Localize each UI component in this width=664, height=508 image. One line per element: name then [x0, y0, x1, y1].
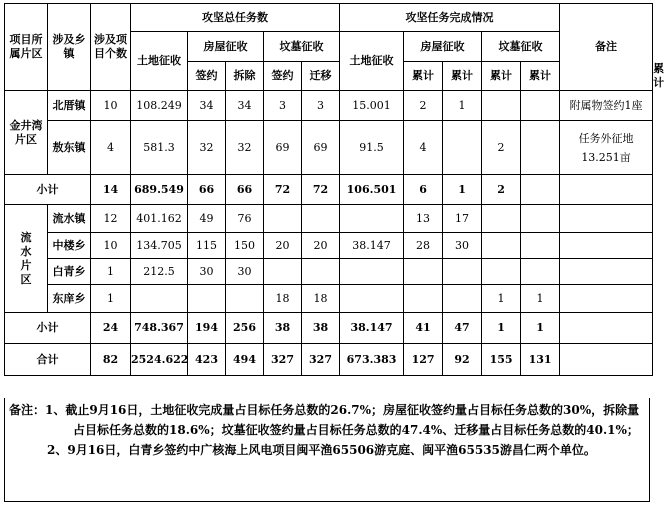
cell-remark	[560, 259, 653, 285]
cell-done-grave-migrate	[521, 259, 560, 285]
cell-grave-migrate	[302, 259, 340, 285]
cell-done-grave-sign	[482, 233, 521, 259]
cell-house-sign: 32	[188, 121, 226, 175]
cell-done-house-sign: 2	[404, 91, 443, 121]
cell-house-sign: 194	[188, 313, 226, 344]
cell-done-grave-sign: 1	[482, 285, 521, 313]
cell-done-land: 38.147	[340, 233, 404, 259]
cell-grave-migrate: 72	[302, 175, 340, 205]
cell-remark: 任务外征地13.251亩	[560, 121, 653, 175]
cell-done-grave-migrate	[521, 175, 560, 205]
cell-house-demolish: 150	[226, 233, 264, 259]
cell-grave-sign: 72	[264, 175, 302, 205]
cell-grave-migrate: 20	[302, 233, 340, 259]
cell-remark	[560, 175, 653, 205]
cell-done-grave-migrate	[521, 205, 560, 233]
table-row	[5, 205, 653, 233]
cell-grave-migrate: 3	[302, 91, 340, 121]
cell-done-house-demolish: 1	[443, 175, 482, 205]
cell-house-demolish: 256	[226, 313, 264, 344]
header-grave: 坟墓征收	[264, 32, 340, 62]
area-name: 金井湾片区	[5, 91, 48, 175]
cell-grave-sign: 327	[264, 344, 302, 376]
cell-done-grave-sign: 2	[482, 175, 521, 205]
town-name: 东庠乡	[48, 285, 91, 313]
cell-done-land	[340, 259, 404, 285]
cell-done-land: 38.147	[340, 313, 404, 344]
cell-done-house-demolish: 1	[443, 91, 482, 121]
cell-done-land: 91.5	[340, 121, 404, 175]
cell-house-demolish: 494	[226, 344, 264, 376]
cell-grave-migrate: 69	[302, 121, 340, 175]
cell-done-grave-migrate: 1	[521, 313, 560, 344]
cell-grave-sign	[264, 259, 302, 285]
cell-done-house-sign: 13	[404, 205, 443, 233]
cell-done-grave-sign: 2	[482, 121, 521, 175]
header-done-land: 土地征收	[340, 32, 404, 91]
cell-count: 10	[91, 91, 131, 121]
header-count: 涉及项目个数	[91, 4, 131, 91]
cell-done-grave-sign	[482, 205, 521, 233]
cell-done-house-sign	[404, 285, 443, 313]
cell-land: 212.5	[131, 259, 188, 285]
area-name: 流水片区	[5, 205, 48, 313]
cell-done-grave-sign: 1	[482, 313, 521, 344]
header-house-sign: 签约	[188, 62, 226, 91]
cell-done-land: 673.383	[340, 344, 404, 376]
header-remark: 备注	[560, 4, 653, 91]
cell-remark	[560, 313, 653, 344]
cell-land: 2524.622	[131, 344, 188, 376]
cell-house-demolish: 34	[226, 91, 264, 121]
town-name: 北厝镇	[48, 91, 91, 121]
table-row	[5, 233, 653, 259]
header-done-house-cum: 累计	[443, 62, 482, 91]
header-done-house: 房屋征收	[404, 32, 482, 62]
cell-count: 1	[91, 285, 131, 313]
cell-done-grave-migrate	[521, 91, 560, 121]
town-name: 中楼乡	[48, 233, 91, 259]
cell-count: 10	[91, 233, 131, 259]
cell-land	[131, 285, 188, 313]
cell-count: 24	[91, 313, 131, 344]
cell-done-land: 15.001	[340, 91, 404, 121]
header-done-house-cum2: 累计	[482, 62, 521, 91]
note-line-1: 备注：1、截止9月16日，土地征收完成量占目标任务总数的26.7%；房屋征收签约量占目标任务总数的30%，拆除量占目标任务总数的18.6%；坟墓征收签约量占目标任务总数的47.4%、迁移量占目标任务总数的40.1%；	[9, 403, 640, 437]
cell-done-land	[340, 285, 404, 313]
cell-count: 14	[91, 175, 131, 205]
cell-house-sign: 49	[188, 205, 226, 233]
table-row	[5, 285, 653, 313]
cell-grave-sign: 3	[264, 91, 302, 121]
cell-house-sign: 30	[188, 259, 226, 285]
cell-done-house-sign: 6	[404, 175, 443, 205]
cell-done-house-demolish: 92	[443, 344, 482, 376]
cell-done-land	[340, 205, 404, 233]
cell-done-grave-migrate	[521, 233, 560, 259]
cell-remark	[560, 205, 653, 233]
notes-block	[4, 398, 650, 502]
cell-house-sign: 66	[188, 175, 226, 205]
cell-house-sign: 423	[188, 344, 226, 376]
cell-done-house-demolish: 30	[443, 233, 482, 259]
cell-land: 581.3	[131, 121, 188, 175]
town-name: 敖东镇	[48, 121, 91, 175]
cell-house-sign	[188, 285, 226, 313]
cell-house-demolish: 30	[226, 259, 264, 285]
cell-done-house-sign: 41	[404, 313, 443, 344]
table-row	[5, 91, 653, 121]
cell-grave-sign: 69	[264, 121, 302, 175]
cell-land: 401.162	[131, 205, 188, 233]
cell-house-demolish: 66	[226, 175, 264, 205]
header-done-grave: 坟墓征收	[482, 32, 560, 62]
cell-house-demolish	[226, 285, 264, 313]
cell-grave-migrate: 38	[302, 313, 340, 344]
cell-done-house-sign	[404, 259, 443, 285]
cell-done-house-demolish: 47	[443, 313, 482, 344]
cell-grave-sign: 20	[264, 233, 302, 259]
header-house-demolish: 拆除	[226, 62, 264, 91]
cell-done-grave-sign	[482, 91, 521, 121]
cell-count: 4	[91, 121, 131, 175]
cell-count: 1	[91, 259, 131, 285]
cell-done-house-demolish	[443, 285, 482, 313]
subtotal-row	[5, 175, 653, 205]
cell-remark	[560, 344, 653, 376]
progress-table: 项目所属片区 涉及乡镇 涉及项目个数 攻坚总任务数 攻坚任务完成情况 备注 土地征收 房屋征收 坟墓征收 土地征收 房屋征收 坟墓征收 签约 拆除 签约 迁移 累计 累计 累计 累计 累计 金井湾片区 北厝镇 10 108.249 34 34 3 3 15.001 2 1 附属物签约1座 敖东镇 4 581.3 32 32 69 69 91.5 4 2 任务外征地13.251亩 小计 14 689.549 66 66 72 72 106.501 6 1 2 流水片区 流水镇 12 401.162 49 76 13 17 中楼乡 10 134.705 115 150 20 20 38.147 28 30 白青乡 1 212.5 30 30 东庠乡 1 18 18 1 1 小计 24 748.367 194 256 38 38 38.147 41 47 1 1 合计 82 2524.622 423 494 327 327 673.383 127 92 155 131	[4, 3, 653, 376]
cell-done-house-sign: 4	[404, 121, 443, 175]
cell-grave-migrate	[302, 205, 340, 233]
subtotal-row	[5, 313, 653, 344]
header-grave-migrate: 迁移	[302, 62, 340, 91]
cell-house-sign: 115	[188, 233, 226, 259]
cell-grave-migrate: 18	[302, 285, 340, 313]
cell-remark	[560, 233, 653, 259]
cell-done-grave-sign	[482, 259, 521, 285]
subtotal-label: 小计	[5, 175, 91, 205]
cell-house-demolish: 32	[226, 121, 264, 175]
cell-house-demolish: 76	[226, 205, 264, 233]
cell-house-sign: 34	[188, 91, 226, 121]
cell-done-house-demolish: 17	[443, 205, 482, 233]
cell-remark: 附属物签约1座	[560, 91, 653, 121]
cell-grave-sign: 38	[264, 313, 302, 344]
cell-land: 689.549	[131, 175, 188, 205]
total-row	[5, 344, 653, 376]
cell-done-grave-sign: 155	[482, 344, 521, 376]
note-line-2: 2、9月16日，白青乡签约中广核海上风电项目闽平渔65506游克庭、闽平渔65535游昌仁两个单位。	[47, 443, 596, 457]
cell-grave-sign: 18	[264, 285, 302, 313]
cell-remark	[560, 285, 653, 313]
subtotal-label: 小计	[5, 313, 91, 344]
table-row	[5, 259, 653, 285]
cell-count: 82	[91, 344, 131, 376]
cell-done-house-sign: 28	[404, 233, 443, 259]
town-name: 白青乡	[48, 259, 91, 285]
cell-count: 12	[91, 205, 131, 233]
header-done-cumulative: 累计	[404, 62, 443, 91]
cell-grave-sign	[264, 205, 302, 233]
cell-done-house-demolish	[443, 121, 482, 175]
table-row	[5, 121, 653, 175]
town-name: 流水镇	[48, 205, 91, 233]
cell-grave-migrate: 327	[302, 344, 340, 376]
cell-done-house-sign: 127	[404, 344, 443, 376]
cell-done-grave-migrate: 131	[521, 344, 560, 376]
cell-done-grave-migrate: 1	[521, 285, 560, 313]
header-town: 涉及乡镇	[48, 4, 91, 91]
header-house: 房屋征收	[188, 32, 264, 62]
header-land: 土地征收	[131, 32, 188, 91]
cell-land: 134.705	[131, 233, 188, 259]
header-area: 项目所属片区	[5, 4, 48, 91]
cell-land: 748.367	[131, 313, 188, 344]
total-label: 合计	[5, 344, 91, 376]
cell-done-grave-migrate	[521, 121, 560, 175]
header-grave-sign: 签约	[264, 62, 302, 91]
cell-land: 108.249	[131, 91, 188, 121]
cell-done-house-demolish	[443, 259, 482, 285]
header-done-grave-cum: 累计	[521, 62, 560, 91]
cell-done-land: 106.501	[340, 175, 404, 205]
header-task-done: 攻坚任务完成情况	[340, 4, 560, 32]
header-task-total: 攻坚总任务数	[131, 4, 340, 32]
